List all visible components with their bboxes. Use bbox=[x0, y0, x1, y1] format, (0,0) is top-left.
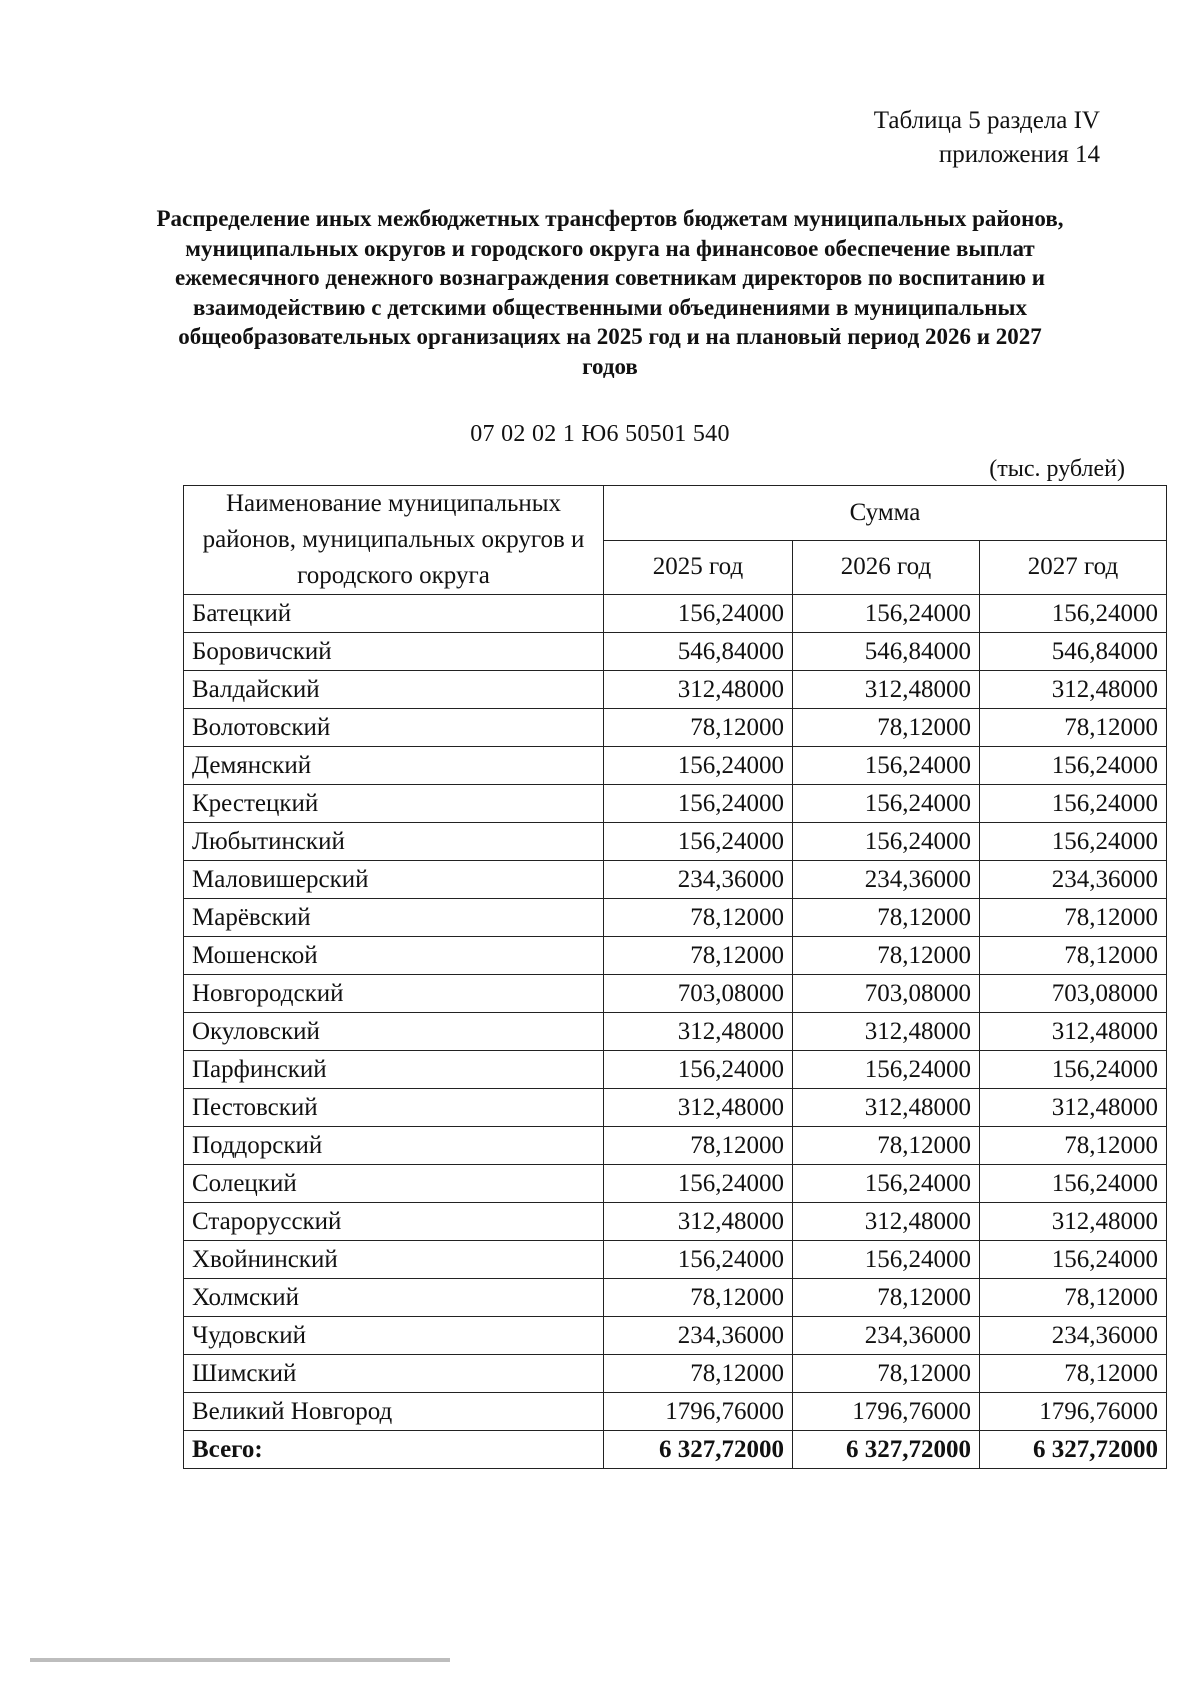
district-name: Любытинский bbox=[184, 823, 604, 861]
column-header-name: Наименование муниципальных районов, муниципальных округов и городского округа bbox=[184, 486, 604, 595]
table-row bbox=[184, 1165, 1167, 1203]
district-name: Холмский bbox=[184, 1279, 604, 1317]
amount-2025: 156,24000 bbox=[604, 823, 793, 861]
amount-2026: 312,48000 bbox=[793, 1089, 980, 1127]
district-name: Окуловский bbox=[184, 1013, 604, 1051]
amount-2026: 78,12000 bbox=[793, 937, 980, 975]
total-row bbox=[184, 1431, 1167, 1469]
table-reference bbox=[874, 104, 1100, 172]
table-header bbox=[184, 486, 1167, 595]
reference-line-1: Таблица 5 раздела IV bbox=[873, 107, 1100, 134]
amount-2027: 546,84000 bbox=[980, 633, 1167, 671]
amount-2026: 78,12000 bbox=[793, 899, 980, 937]
budget-classification-code: 07 02 02 1 Ю6 50501 540 bbox=[470, 421, 730, 447]
table-row bbox=[184, 1279, 1167, 1317]
scan-artifact-line bbox=[30, 1658, 450, 1662]
district-name: Солецкий bbox=[184, 1165, 604, 1203]
table-row bbox=[184, 1203, 1167, 1241]
table-row bbox=[184, 747, 1167, 785]
amount-2026: 156,24000 bbox=[793, 1165, 980, 1203]
amount-2027: 156,24000 bbox=[980, 785, 1167, 823]
district-name: Демянский bbox=[184, 747, 604, 785]
amount-2027: 1796,76000 bbox=[980, 1393, 1167, 1431]
units-label: (тыс. рублей) bbox=[989, 456, 1125, 482]
amount-2025: 156,24000 bbox=[604, 1241, 793, 1279]
district-name: Пестовский bbox=[184, 1089, 604, 1127]
table-row bbox=[184, 671, 1167, 709]
amount-2027: 234,36000 bbox=[980, 861, 1167, 899]
amount-2027: 156,24000 bbox=[980, 1241, 1167, 1279]
amount-2025: 78,12000 bbox=[604, 937, 793, 975]
amount-2026: 312,48000 bbox=[793, 1203, 980, 1241]
amount-2026: 234,36000 bbox=[793, 861, 980, 899]
table-row bbox=[184, 1089, 1167, 1127]
amount-2027: 312,48000 bbox=[980, 1203, 1167, 1241]
amount-2025: 78,12000 bbox=[604, 899, 793, 937]
amount-2026: 703,08000 bbox=[793, 975, 980, 1013]
table-row bbox=[184, 1013, 1167, 1051]
amount-2025: 703,08000 bbox=[604, 975, 793, 1013]
amount-2027: 78,12000 bbox=[980, 1127, 1167, 1165]
amount-2025: 546,84000 bbox=[604, 633, 793, 671]
table-row bbox=[184, 1241, 1167, 1279]
table-row bbox=[184, 595, 1167, 633]
district-name: Парфинский bbox=[184, 1051, 604, 1089]
district-name: Хвойнинский bbox=[184, 1241, 604, 1279]
amount-2026: 78,12000 bbox=[793, 709, 980, 747]
total-amount-2026: 6 327,72000 bbox=[793, 1431, 980, 1469]
district-name: Поддорский bbox=[184, 1127, 604, 1165]
table-row bbox=[184, 709, 1167, 747]
amount-2025: 1796,76000 bbox=[604, 1393, 793, 1431]
reference-line-2: приложения 14 bbox=[938, 141, 1100, 168]
amount-2025: 78,12000 bbox=[604, 709, 793, 747]
district-name: Чудовский bbox=[184, 1317, 604, 1355]
amount-2027: 156,24000 bbox=[980, 1165, 1167, 1203]
amount-2026: 546,84000 bbox=[793, 633, 980, 671]
table-row bbox=[184, 823, 1167, 861]
amount-2025: 234,36000 bbox=[604, 861, 793, 899]
table-row bbox=[184, 1393, 1167, 1431]
amount-2025: 156,24000 bbox=[604, 747, 793, 785]
amount-2026: 78,12000 bbox=[793, 1127, 980, 1165]
table-body bbox=[184, 595, 1167, 1469]
amount-2026: 156,24000 bbox=[793, 785, 980, 823]
district-name: Маловишерский bbox=[184, 861, 604, 899]
amount-2025: 156,24000 bbox=[604, 1051, 793, 1089]
district-name: Волотовский bbox=[184, 709, 604, 747]
table-row bbox=[184, 1355, 1167, 1393]
amount-2025: 78,12000 bbox=[604, 1279, 793, 1317]
amount-2025: 156,24000 bbox=[604, 595, 793, 633]
amount-2025: 78,12000 bbox=[604, 1355, 793, 1393]
district-name: Марёвский bbox=[184, 899, 604, 937]
amount-2027: 312,48000 bbox=[980, 1013, 1167, 1051]
amount-2027: 156,24000 bbox=[980, 595, 1167, 633]
amount-2026: 156,24000 bbox=[793, 1241, 980, 1279]
amount-2026: 78,12000 bbox=[793, 1279, 980, 1317]
district-name: Валдайский bbox=[184, 671, 604, 709]
document-title: Распределение иных межбюджетных трансфертов бюджетам муниципальных районов, муниципальных округов и городского округа на финансовое обеспечение выплат ежемесячного денежного вознаграждения советникам директоров по воспитанию и взаимодействию с детскими общественными объединениями в муниципальных общеобразовательных организациях на 2025 год и на плановый период 2026 и 2027 годов bbox=[156, 206, 1064, 379]
amount-2027: 156,24000 bbox=[980, 823, 1167, 861]
amount-2025: 156,24000 bbox=[604, 1165, 793, 1203]
amount-2025: 312,48000 bbox=[604, 1013, 793, 1051]
amount-2025: 78,12000 bbox=[604, 1127, 793, 1165]
table-row bbox=[184, 937, 1167, 975]
table-row bbox=[184, 785, 1167, 823]
district-name: Шимский bbox=[184, 1355, 604, 1393]
table-row bbox=[184, 861, 1167, 899]
district-name: Крестецкий bbox=[184, 785, 604, 823]
table-row bbox=[184, 1127, 1167, 1165]
table-row bbox=[184, 1317, 1167, 1355]
table-row bbox=[184, 975, 1167, 1013]
amount-2026: 1796,76000 bbox=[793, 1393, 980, 1431]
table-row bbox=[184, 1051, 1167, 1089]
amount-2027: 78,12000 bbox=[980, 1279, 1167, 1317]
amount-2027: 703,08000 bbox=[980, 975, 1167, 1013]
amount-2026: 156,24000 bbox=[793, 1051, 980, 1089]
table-row bbox=[184, 899, 1167, 937]
column-header-2025: 2025 год bbox=[604, 540, 793, 595]
amount-2027: 78,12000 bbox=[980, 899, 1167, 937]
amount-2025: 234,36000 bbox=[604, 1317, 793, 1355]
amount-2027: 156,24000 bbox=[980, 1051, 1167, 1089]
district-name: Батецкий bbox=[184, 595, 604, 633]
amount-2026: 78,12000 bbox=[793, 1355, 980, 1393]
amount-2026: 156,24000 bbox=[793, 595, 980, 633]
amount-2027: 78,12000 bbox=[980, 709, 1167, 747]
column-header-sum: Сумма bbox=[604, 486, 1167, 541]
amount-2026: 312,48000 bbox=[793, 671, 980, 709]
amount-2025: 156,24000 bbox=[604, 785, 793, 823]
amount-2027: 312,48000 bbox=[980, 671, 1167, 709]
amount-2026: 156,24000 bbox=[793, 823, 980, 861]
amount-2027: 234,36000 bbox=[980, 1317, 1167, 1355]
total-amount-2025: 6 327,72000 bbox=[604, 1431, 793, 1469]
amount-2025: 312,48000 bbox=[604, 1203, 793, 1241]
district-name: Старорусский bbox=[184, 1203, 604, 1241]
column-header-2026: 2026 год bbox=[793, 540, 980, 595]
allocation-table bbox=[183, 485, 1167, 1469]
total-amount-2027: 6 327,72000 bbox=[980, 1431, 1167, 1469]
column-header-2027: 2027 год bbox=[980, 540, 1167, 595]
amount-2025: 312,48000 bbox=[604, 1089, 793, 1127]
total-label: Всего: bbox=[184, 1431, 604, 1469]
district-name: Великий Новгород bbox=[184, 1393, 604, 1431]
amount-2026: 312,48000 bbox=[793, 1013, 980, 1051]
amount-2027: 312,48000 bbox=[980, 1089, 1167, 1127]
amount-2027: 156,24000 bbox=[980, 747, 1167, 785]
amount-2025: 312,48000 bbox=[604, 671, 793, 709]
amount-2027: 78,12000 bbox=[980, 1355, 1167, 1393]
district-name: Боровичский bbox=[184, 633, 604, 671]
amount-2026: 234,36000 bbox=[793, 1317, 980, 1355]
amount-2027: 78,12000 bbox=[980, 937, 1167, 975]
table-row bbox=[184, 633, 1167, 671]
amount-2026: 156,24000 bbox=[793, 747, 980, 785]
district-name: Мошенской bbox=[184, 937, 604, 975]
district-name: Новгородский bbox=[184, 975, 604, 1013]
